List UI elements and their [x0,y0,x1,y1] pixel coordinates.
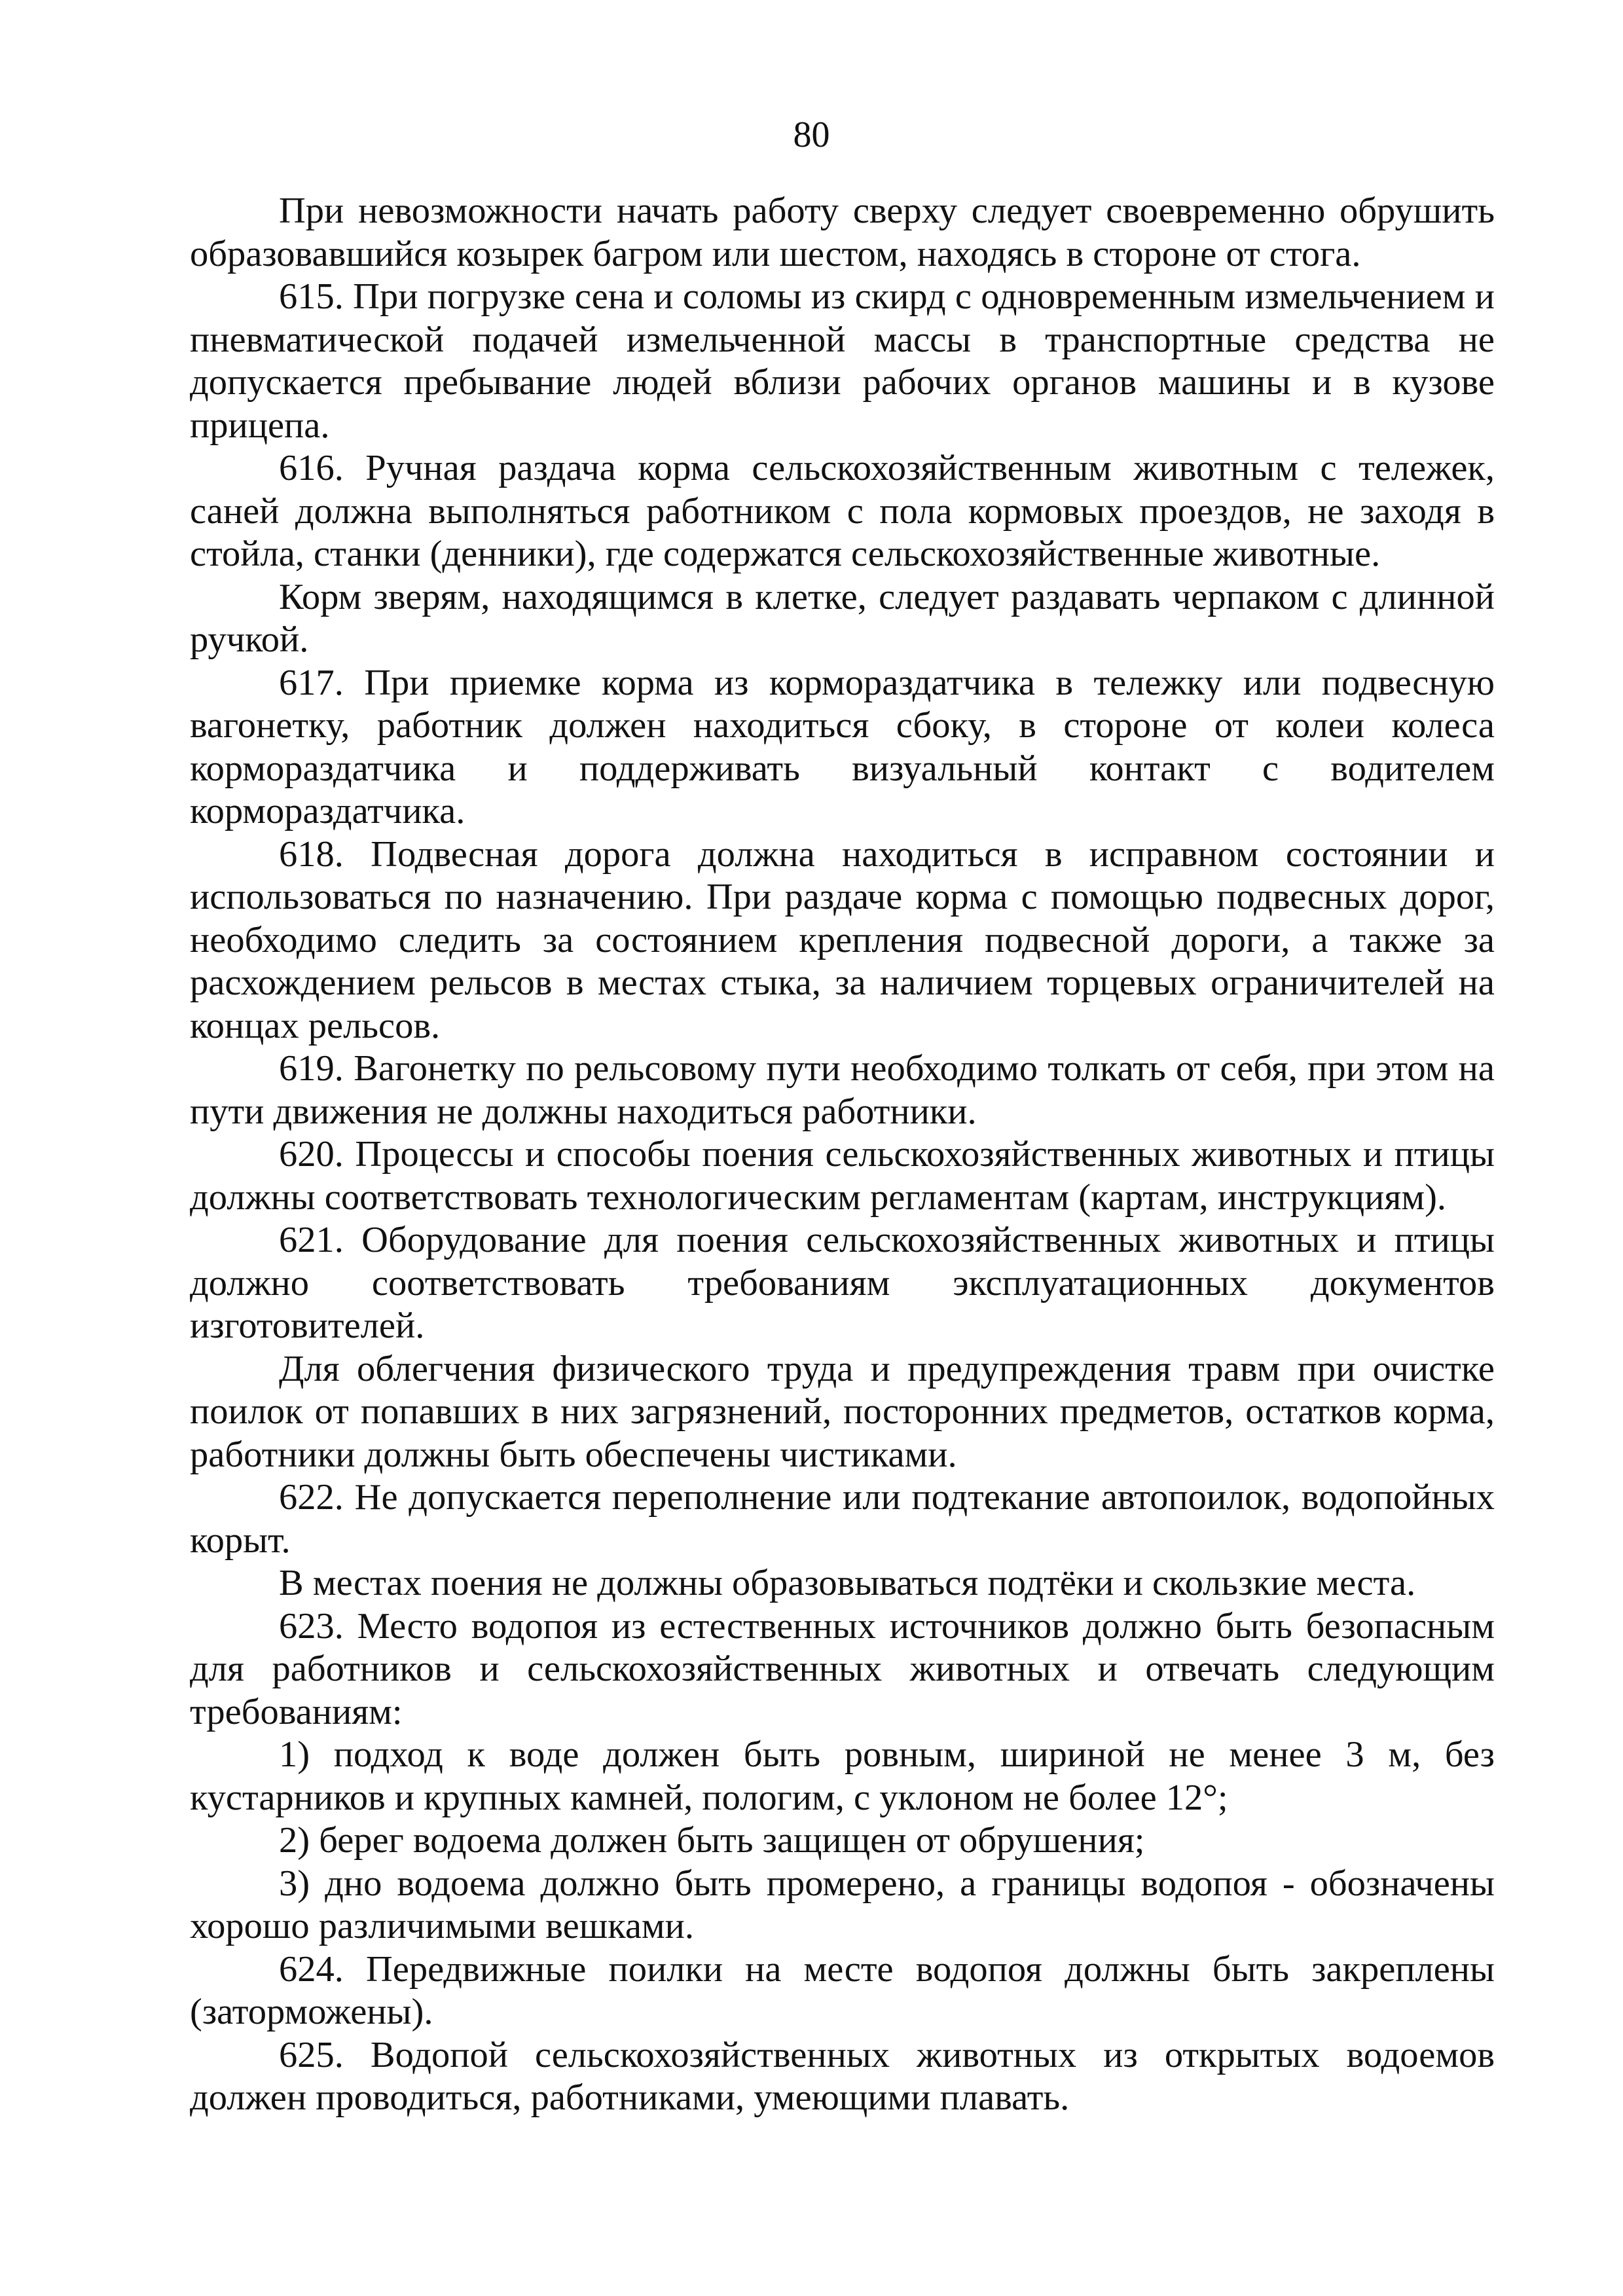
page-number: 80 [793,115,830,155]
paragraph-622: 622. Не допускается переполнение или подтекание автопоилок, водопойных корыт. [190,1477,1495,1561]
list-item-623-3: 3) дно водоема должно быть промерено, а границы водопоя - обозначены хорошо различимыми вешками. [190,1863,1495,1946]
paragraph-drinker-cleaning: Для облегчения физического труда и предупреждения травм при очистке поилок от попавших в них загрязнений, посторонних предметов, остатков корма, работники должны быть обеспечены чистиками. [190,1348,1495,1475]
list-item-623-1: 1) подход к воде должен быть ровным, шириной не менее 3 м, без кустарников и крупных камней, пологим, с уклоном не более 12°; [190,1734,1495,1818]
paragraph-625: 625. Водопой сельскохозяйственных животных из открытых водоемов должен проводиться, работниками, умеющими плавать. [190,2034,1495,2118]
paragraph-fur-animal-feeding: Корм зверям, находящимся в клетке, следует раздавать черпаком с длинной ручкой. [190,576,1495,660]
paragraph-616: 616. Ручная раздача корма сельскохозяйственным животным с тележек, саней должна выполняться работником с пола кормовых проездов, не заходя в стойла, станки (денники), где содержатся сельскохозяйственные животные. [190,448,1495,574]
paragraph-stack-collapse: При невозможности начать работу сверху следует своевременно обрушить образовавшийся козырек багром или шестом, находясь в стороне от стога. [190,191,1495,274]
document-body [190,190,1495,2120]
paragraph-618: 618. Подвесная дорога должна находиться в исправном состоянии и использоваться по назначению. При раздаче корма с помощью подвесных дорог, необходимо следить за состоянием крепления подвесной дороги, а также за расхождением рельсов в местах стыка, за наличием торцевых ограничителей на концах рельсов. [190,833,1495,1046]
paragraph-no-slippery-places: В местах поения не должны образовываться подтёки и скользкие места. [279,1563,1416,1603]
list-item-623-2: 2) берег водоема должен быть защищен от обрушения; [279,1820,1145,1861]
paragraph-621: 621. Оборудование для поения сельскохозяйственных животных и птицы должно соответствовать требованиям эксплуатационных документов изготовителей. [190,1220,1495,1346]
paragraph-619: 619. Вагонетку по рельсовому пути необходимо толкать от себя, при этом на пути движения не должны находиться работники. [190,1048,1495,1132]
paragraph-624: 624. Передвижные поилки на месте водопоя должны быть закреплены (заторможены). [190,1948,1495,2032]
paragraph-620: 620. Процессы и способы поения сельскохозяйственных животных и птицы должны соответствовать технологическим регламентам (картам, инструкциям). [190,1134,1495,1218]
paragraph-623: 623. Место водопоя из естественных источников должно быть безопасным для работников и сельскохозяйственных животных и отвечать следующим требованиям: [190,1605,1495,1732]
paragraph-615: 615. При погрузке сена и соломы из скирд с одновременным измельчением и пневматической подачей измельченной массы в транспортные средства не допускается пребывание людей вблизи рабочих органов машины и в кузове прицепа. [190,276,1495,446]
paragraph-617: 617. При приемке корма из кормораздатчика в тележку или подвесную вагонетку, работник должен находиться сбоку, в стороне от колеи колеса кормораздатчика и поддерживать визуальный контакт с водителем кормораздатчика. [190,662,1495,831]
